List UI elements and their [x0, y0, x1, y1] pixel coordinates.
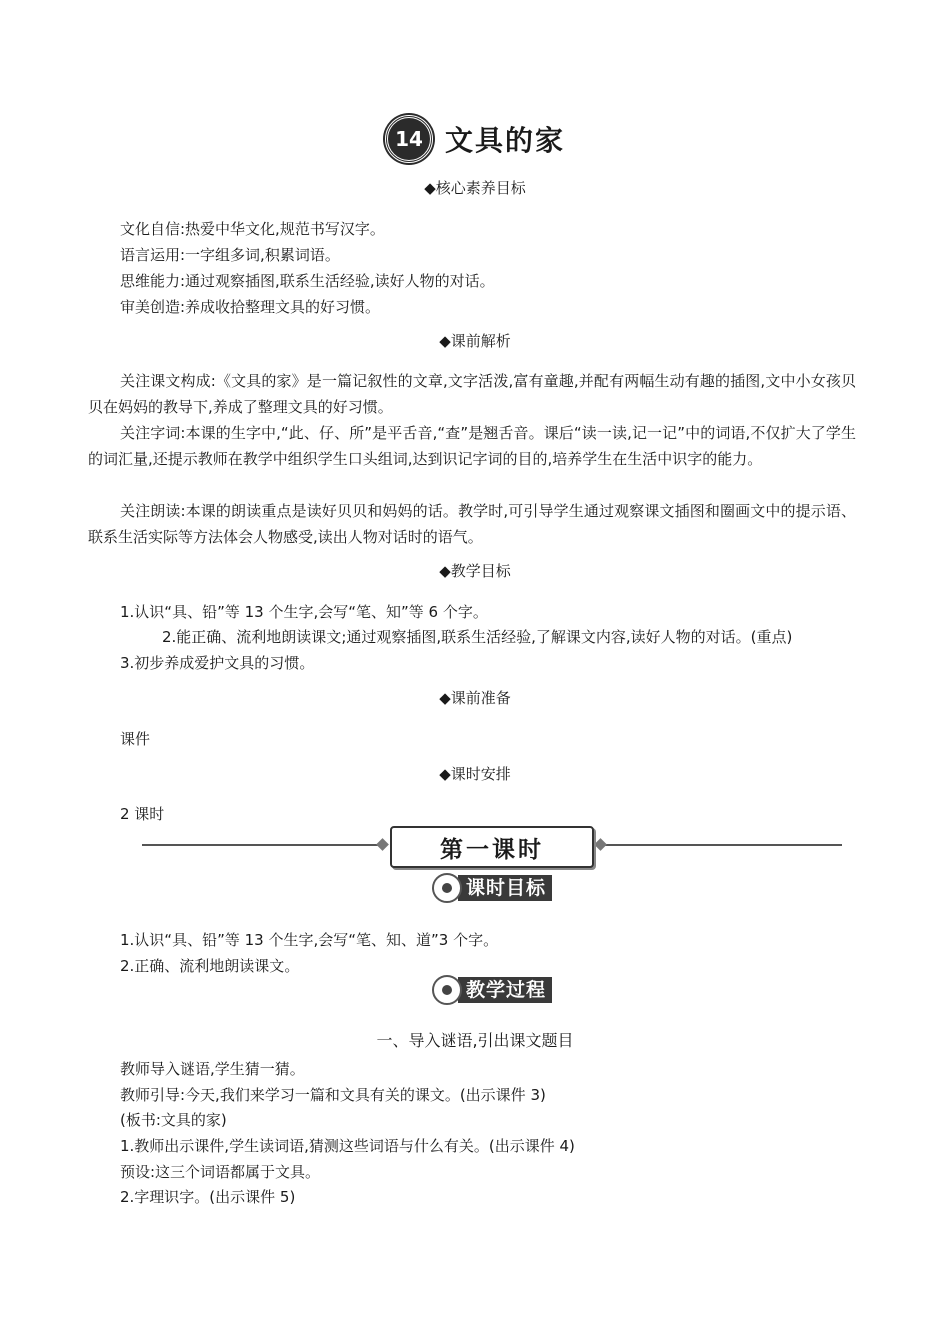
process-line-4: 1.教师出示课件,学生读词语,猜测这些词语与什么有关。(出示课件 4) — [120, 1137, 575, 1155]
page-title: 文具的家 — [444, 124, 565, 157]
period-goals-badge — [432, 874, 552, 902]
lesson-number-badge: 14 — [385, 115, 433, 163]
section-heading-prep: ◆课前准备 — [439, 689, 511, 707]
prep-text: 课件 — [120, 730, 151, 748]
process-line-1: 教师导入谜语,学生猜一猜。 — [120, 1060, 305, 1078]
process-label: 教学过程 — [458, 977, 552, 1003]
process-line-3: (板书:文具的家) — [120, 1111, 227, 1129]
core-goal-2: 语言运用:一字组多词,积累词语。 — [120, 246, 340, 264]
analysis-paragraph-1: 关注课文构成:《文具的家》是一篇记叙性的文章,文字活泼,富有童趣,并配有两幅生动有趣的插图,文中小女孩贝贝在妈妈的教导下,养成了整理文具的好习惯。 — [88, 372, 856, 416]
core-goal-3: 思维能力:通过观察插图,联系生活经验,读好人物的对话。 — [120, 272, 495, 290]
core-goal-4: 审美创造:养成收拾整理文具的好习惯。 — [120, 298, 381, 316]
banner-right-line — [600, 844, 842, 846]
period-goal-1: 1.认识“具、铅”等 13 个生字,会写“笔、知、道”3 个字。 — [120, 931, 499, 949]
target-icon — [432, 975, 462, 1005]
time-text: 2 课时 — [120, 805, 165, 823]
core-goal-1: 文化自信:热爱中华文化,规范书写汉字。 — [120, 220, 385, 238]
analysis-paragraph-3: 关注朗读:本课的朗读重点是读好贝贝和妈妈的话。教学时,可引导学生通过观察课文插图和圈画文中的提示语、联系生活实际等方法体会人物感受,读出人物对话时的语气。 — [88, 502, 856, 546]
section-heading-time: ◆课时安排 — [439, 765, 511, 783]
process-line-6: 2.字理识字。(出示课件 5) — [120, 1188, 296, 1206]
teaching-goal-3: 3.初步养成爱护文具的习惯。 — [120, 654, 315, 672]
section-heading-goals: ◆教学目标 — [439, 562, 511, 580]
target-icon — [432, 873, 462, 903]
step-title: 一、导入谜语,引出课文题目 — [376, 1031, 574, 1050]
process-line-5: 预设:这三个词语都属于文具。 — [120, 1163, 321, 1181]
process-line-2: 教师引导:今天,我们来学习一篇和文具有关的课文。(出示课件 3) — [120, 1086, 546, 1104]
banner-left-diamond — [376, 838, 389, 851]
period-goals-label: 课时目标 — [458, 875, 552, 901]
period-goal-2: 2.正确、流利地朗读课文。 — [120, 957, 300, 975]
period-banner: 第一课时 — [390, 826, 594, 868]
section-heading-core: ◆核心素养目标 — [424, 179, 526, 197]
process-badge — [432, 976, 552, 1004]
analysis-paragraph-2: 关注字词:本课的生字中,“此、仔、所”是平舌音,“查”是翘舌音。课后“读一读,记一记”中的词语,不仅扩大了学生的词汇量,还提示教师在教学中组织学生口头组词,达到识记字词的目的,培养学生在生活中识字的能力。 — [88, 424, 856, 468]
teaching-goal-2: 2.能正确、流利地朗读课文;通过观察插图,联系生活经验,了解课文内容,读好人物的对话。(重点) — [162, 628, 793, 646]
banner-left-line — [142, 844, 382, 846]
section-heading-analysis: ◆课前解析 — [439, 332, 511, 350]
lesson-title — [0, 114, 950, 164]
banner-right-diamond — [594, 838, 607, 851]
teaching-goal-1: 1.认识“具、铅”等 13 个生字,会写“笔、知”等 6 个字。 — [120, 603, 488, 621]
